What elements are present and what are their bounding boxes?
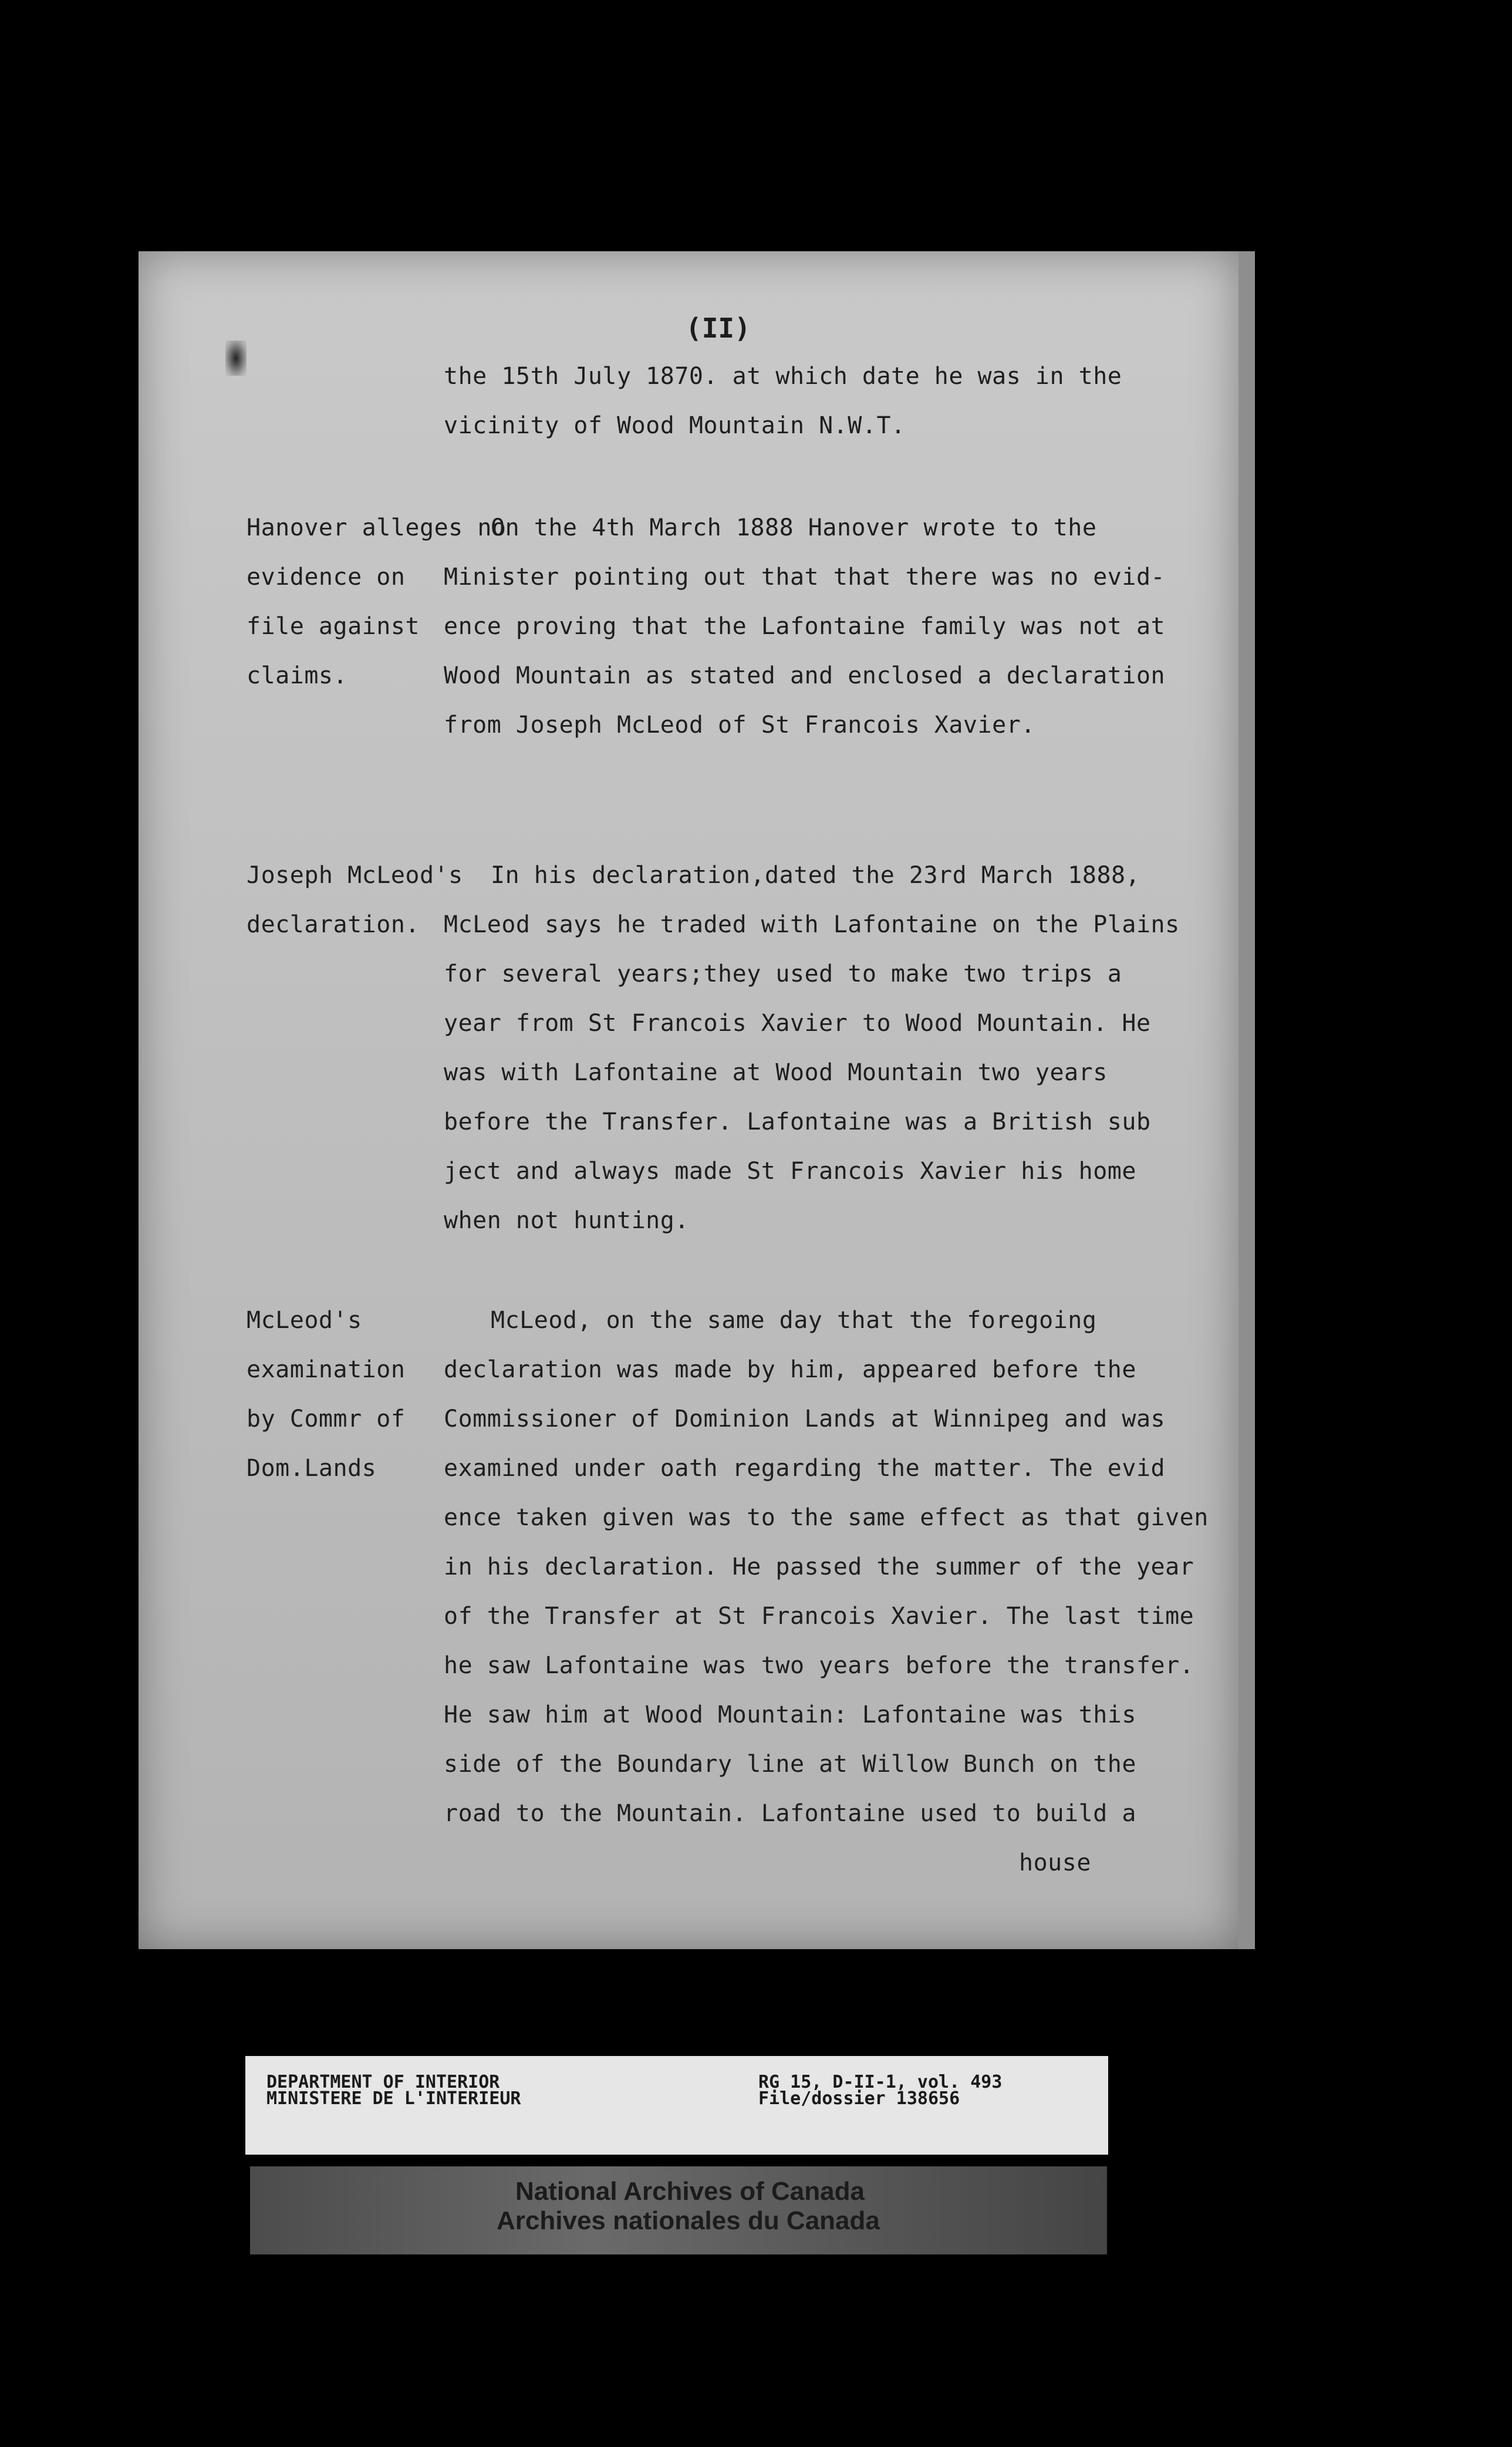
stamp-department-fr: MINISTERE DE L'INTERIEUR — [266, 2088, 521, 2109]
body-line: road to the Mountain. Lafontaine used to build a — [444, 1800, 1136, 1827]
body-line: McLeod, on the same day that the foregoing — [491, 1307, 1097, 1334]
body-line: for several years;they used to make two trips a — [444, 960, 1122, 987]
body-line: of the Transfer at St Francois Xavier. The last time — [444, 1603, 1194, 1630]
body-line: ject and always made St Francois Xavier his home — [444, 1158, 1136, 1185]
body-line: from Joseph McLeod of St Francois Xavier. — [444, 712, 1035, 739]
catchword: house — [1019, 1849, 1091, 1876]
archive-watermark-plate — [250, 2166, 1107, 2254]
body-line: in his declaration. He passed the summer of the year — [444, 1553, 1194, 1580]
body-line: Commissioner of Dominion Lands at Winnipeg and was — [444, 1405, 1166, 1433]
margin-note-line: declaration. — [247, 911, 420, 938]
body-line: was with Lafontaine at Wood Mountain two years — [444, 1059, 1108, 1086]
archive-name-en: National Archives of Canada — [515, 2177, 865, 2206]
margin-note-line: Hanover alleges no — [247, 514, 507, 541]
margin-note-line: evidence on — [247, 564, 406, 591]
stamp-department-en: DEPARTMENT OF INTERIOR — [266, 2072, 500, 2092]
body-line: side of the Boundary line at Willow Bunch on the — [444, 1751, 1136, 1778]
margin-note-line: Dom.Lands — [247, 1455, 377, 1482]
margin-note-line: Joseph McLeod's — [247, 862, 463, 889]
margin-note-line: file against — [247, 613, 420, 640]
body-line: In his declaration,dated the 23rd March 1888, — [491, 862, 1140, 889]
margin-note-line: claims. — [247, 662, 348, 689]
body-line: he saw Lafontaine was two years before the transfer. — [444, 1652, 1194, 1679]
body-line: McLeod says he traded with Lafontaine on the Plains — [444, 911, 1180, 938]
document-page — [139, 251, 1255, 1949]
margin-note-line: examination — [247, 1356, 406, 1383]
archive-reference-stamp — [245, 2056, 1108, 2155]
body-line: Wood Mountain as stated and enclosed a declaration — [444, 662, 1166, 689]
body-line: Minister pointing out that that there was no evid- — [444, 564, 1166, 591]
stamp-file-number: File/dossier 138656 — [758, 2088, 960, 2109]
intro-line: vicinity of Wood Mountain N.W.T. — [444, 412, 906, 439]
stamp-record-group: RG 15, D-II-1, vol. 493 — [758, 2072, 1003, 2092]
body-line: before the Transfer. Lafontaine was a British sub — [444, 1108, 1151, 1135]
ink-smudge — [225, 341, 247, 376]
body-line: He saw him at Wood Mountain: Lafontaine was this — [444, 1701, 1136, 1728]
body-line: when not hunting. — [444, 1207, 689, 1234]
body-line: ence proving that the Lafontaine family was not at — [444, 613, 1166, 640]
body-line: ence taken given was to the same effect as that given — [444, 1504, 1209, 1531]
body-line: year from St Francois Xavier to Wood Mountain. He — [444, 1010, 1151, 1037]
body-line: declaration was made by him, appeared before the — [444, 1356, 1136, 1383]
margin-note-line: McLeod's — [247, 1307, 362, 1334]
margin-note-line: by Commr of — [247, 1405, 406, 1433]
archive-name-fr: Archives nationales du Canada — [497, 2206, 880, 2235]
body-line: On the 4th March 1888 Hanover wrote to the — [491, 514, 1097, 541]
page-number: (II) — [686, 312, 751, 344]
intro-line: the 15th July 1870. at which date he was in the — [444, 363, 1122, 390]
body-line: examined under oath regarding the matter. The evid — [444, 1455, 1166, 1482]
